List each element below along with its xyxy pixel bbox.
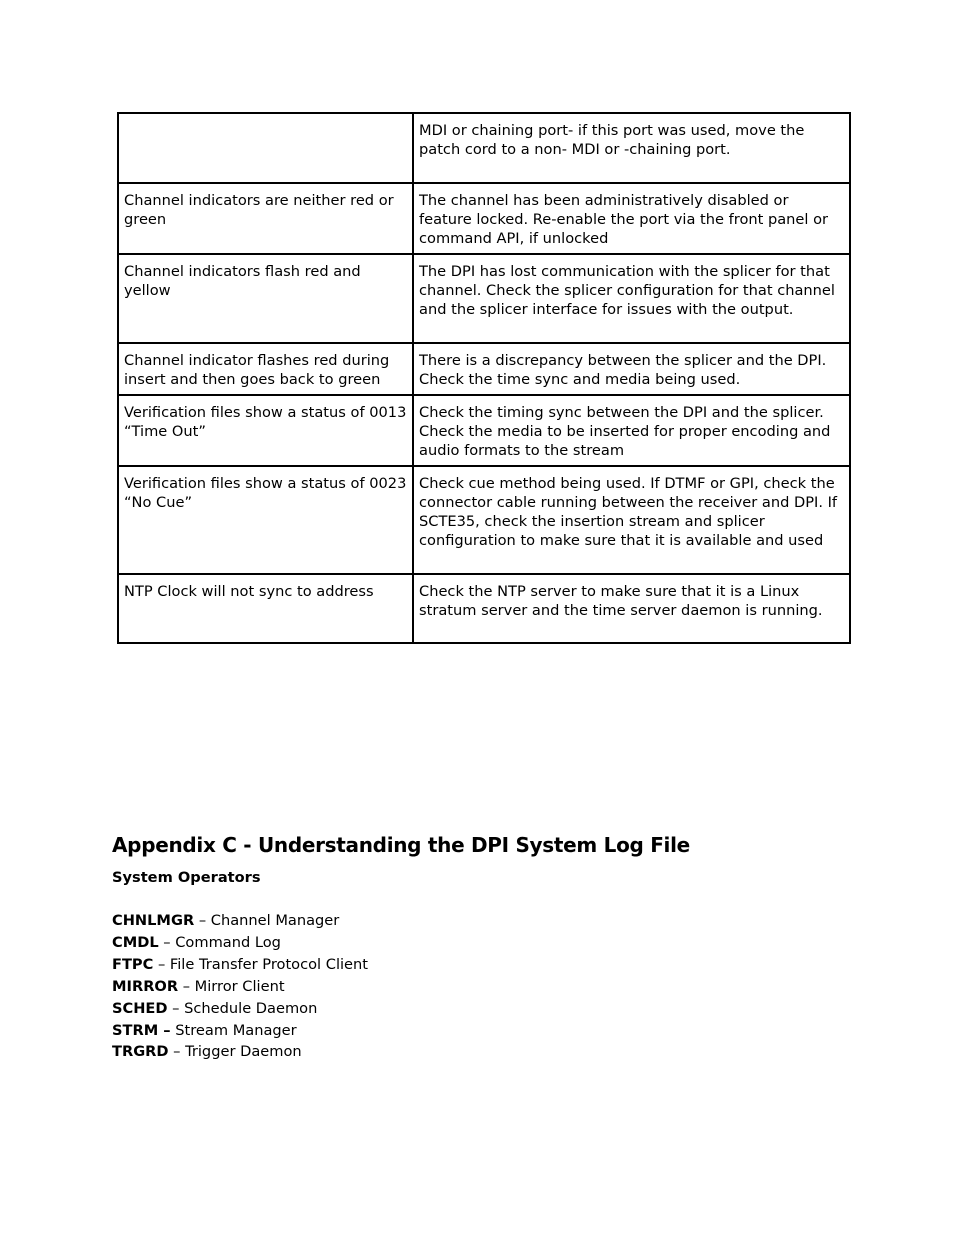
operator-code: CHNLMGR	[112, 912, 195, 929]
operator-list	[112, 910, 368, 1063]
operator-code: FTPC	[112, 955, 154, 973]
operator-code: MIRROR	[112, 977, 179, 995]
appendix-title: Appendix C - Understanding the DPI System Log File	[112, 833, 690, 857]
table-row	[118, 343, 850, 395]
solution-cell: Check the timing sync between the DPI and the splicer. Check the media to be inserted for proper encoding and audio formats to the stream	[413, 395, 850, 466]
problem-cell: Channel indicators are neither red or green	[118, 183, 413, 254]
list-item	[112, 1041, 368, 1063]
problem-cell: Verification files show a status of 0023 “No Cue”	[118, 466, 413, 574]
problem-cell: NTP Clock will not sync to address	[118, 574, 413, 643]
solution-cell: MDI or chaining port- if this port was used, move the patch cord to a non- MDI or -chaining port.	[413, 113, 850, 183]
list-item	[112, 976, 368, 998]
operator-separator: –	[194, 912, 211, 929]
operator-description: Schedule Daemon	[184, 999, 318, 1017]
solution-cell: The DPI has lost communication with the splicer for that channel. Check the splicer configuration for that channel and the splicer interface for issues with the output.	[413, 254, 850, 343]
solution-cell: Check cue method being used. If DTMF or GPI, check the connector cable running between the receiver and DPI. If SCTE35, check the insertion stream and splicer configuration to make sure that it is available and used	[413, 466, 850, 574]
operator-separator: –	[153, 955, 170, 973]
operator-description: Trigger Daemon	[185, 1043, 302, 1061]
problem-cell: Channel indicator flashes red during insert and then goes back to green	[118, 343, 413, 395]
operator-code: SCHED	[112, 999, 168, 1017]
troubleshooting-table	[117, 112, 851, 644]
table-row	[118, 254, 850, 343]
operator-description: Mirror Client	[194, 977, 285, 995]
operator-code: CMDL	[112, 933, 159, 951]
table-row	[118, 466, 850, 574]
operator-description: File Transfer Protocol Client	[169, 955, 368, 973]
operator-separator: –	[178, 977, 195, 995]
list-item	[112, 932, 368, 954]
operator-code: STRM –	[112, 1021, 171, 1039]
operator-description: Command Log	[175, 933, 281, 951]
operator-code: TRGRD	[112, 1043, 169, 1061]
operator-description: Channel Manager	[210, 912, 340, 929]
table-row	[118, 113, 850, 183]
operator-separator: –	[167, 999, 185, 1017]
list-item	[112, 998, 368, 1020]
problem-cell: Channel indicators flash red and yellow	[118, 254, 413, 343]
operator-separator: –	[158, 933, 176, 951]
operator-description: Stream Manager	[175, 1021, 297, 1039]
table-row	[118, 183, 850, 254]
operator-separator: –	[168, 1043, 186, 1061]
list-item	[112, 954, 368, 976]
list-item	[112, 1020, 368, 1042]
solution-cell: There is a discrepancy between the splicer and the DPI. Check the time sync and media being used.	[413, 343, 850, 395]
table-row	[118, 574, 850, 643]
table-row	[118, 395, 850, 466]
problem-cell	[118, 113, 413, 183]
problem-cell: Verification files show a status of 0013 “Time Out”	[118, 395, 413, 466]
solution-cell: The channel has been administratively disabled or feature locked. Re-enable the port via the front panel or command API, if unlocked	[413, 183, 850, 254]
section-heading: System Operators	[112, 869, 261, 886]
list-item	[112, 910, 368, 932]
solution-cell: Check the NTP server to make sure that it is a Linux stratum server and the time server daemon is running.	[413, 574, 850, 643]
